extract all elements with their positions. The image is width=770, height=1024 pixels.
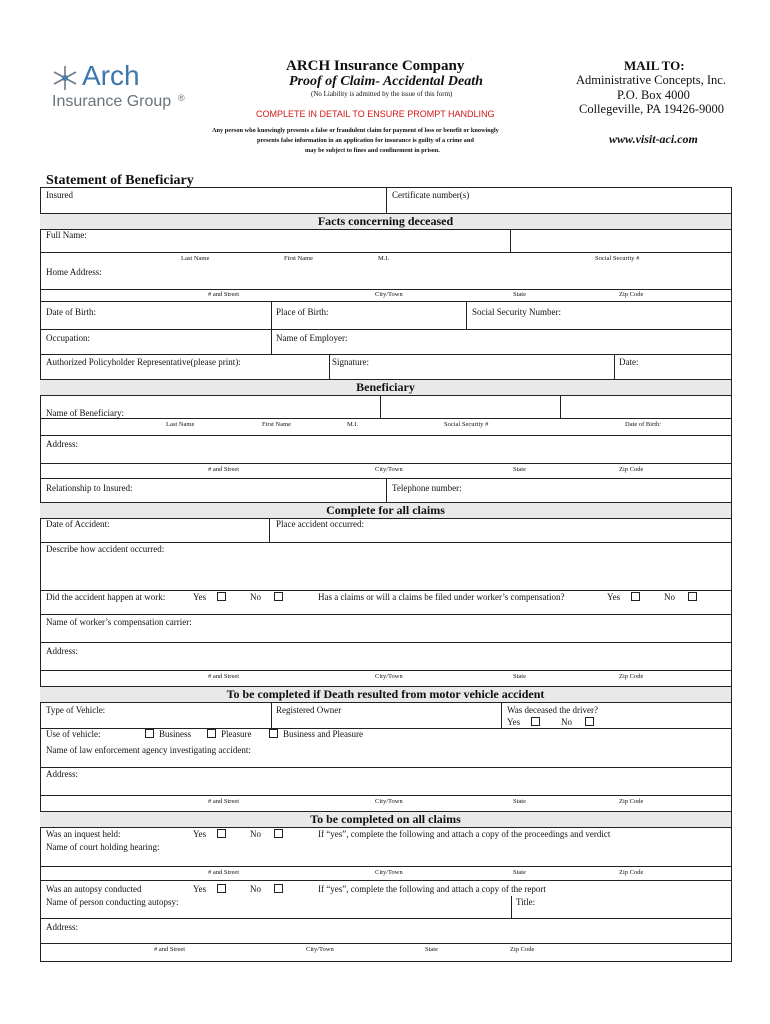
mail-line-3: Collegeville, PA 19426-9000: [579, 102, 725, 116]
at-work-label: Did the accident happen at work:: [46, 592, 166, 602]
vehicle-type-field[interactable]: [41, 716, 270, 727]
occupation-field[interactable]: [41, 343, 270, 353]
court-zip-caption: Zip Code: [619, 869, 644, 876]
court-street-caption: # and Street: [208, 869, 240, 876]
accident-date-label: Date of Accident:: [46, 519, 110, 529]
carrier-city-caption: City/Town: [375, 673, 403, 680]
workers-comp-no-checkbox[interactable]: [688, 592, 697, 601]
use-business-label: Business: [159, 729, 192, 739]
mail-line-2: P.O. Box 4000: [617, 88, 690, 102]
autopsy-person-field[interactable]: [41, 907, 510, 917]
inquest-no-label: No: [250, 829, 261, 839]
dob-label: Date of Birth:: [46, 307, 96, 317]
driver-question: Was deceased the driver?: [507, 705, 598, 715]
pob-field[interactable]: [272, 318, 465, 328]
motor-vehicle-section-header: To be completed if Death resulted from motor vehicle accident: [40, 686, 731, 703]
date-field[interactable]: [615, 368, 729, 378]
beneficiary-zip-caption: Zip Code: [619, 466, 644, 473]
home-address-field[interactable]: [41, 278, 729, 289]
all-claims-section-header: Complete for all claims: [40, 502, 731, 519]
beneficiary-last-caption: Last Name: [166, 421, 195, 428]
agency-city-caption: City/Town: [375, 798, 403, 805]
home-address-label: Home Address:: [46, 267, 102, 277]
beneficiary-address-label: Address:: [46, 439, 78, 449]
autopsy-yes-label: Yes: [193, 884, 207, 894]
logo-registered-mark: ®: [178, 93, 185, 103]
driver-yes-checkbox[interactable]: [531, 717, 540, 726]
state-caption: State: [513, 291, 526, 298]
carrier-street-caption: # and Street: [208, 673, 240, 680]
liability-note: (No Liability is admitted by the issue of this form): [311, 90, 453, 98]
telephone-field[interactable]: [387, 493, 729, 501]
certificate-label: Certificate number(s): [392, 190, 470, 200]
court-city-caption: City/Town: [375, 869, 403, 876]
autopsy-no-label: No: [250, 884, 261, 894]
handling-instruction: COMPLETE IN DETAIL TO ENSURE PROMPT HANDLING: [256, 109, 495, 119]
agency-field[interactable]: [41, 756, 729, 766]
agency-address-field[interactable]: [41, 780, 729, 794]
beneficiary-mi-caption: M.I.: [347, 421, 359, 428]
last-name-caption: Last Name: [181, 255, 210, 262]
insured-field[interactable]: [41, 200, 385, 213]
registered-owner-label: Registered Owner: [276, 705, 342, 715]
inquest-label: Was an inquest held:: [46, 829, 121, 839]
ssn-caption: Social Security #: [595, 255, 640, 262]
final-section-header: To be completed on all claims: [40, 811, 731, 828]
at-work-no-label: No: [250, 592, 261, 602]
court-field[interactable]: [41, 853, 729, 866]
use-pleasure-checkbox[interactable]: [207, 729, 216, 738]
beneficiary-state-caption: State: [513, 466, 526, 473]
carrier-address-field[interactable]: [41, 657, 729, 670]
describe-accident-label: Describe how accident occurred:: [46, 544, 165, 554]
zip-caption: Zip Code: [619, 291, 644, 298]
agency-street-caption: # and Street: [208, 798, 240, 805]
accident-date-field[interactable]: [41, 530, 268, 541]
beneficiary-first-caption: First Name: [262, 421, 292, 428]
website-link[interactable]: www.visit-aci.com: [609, 132, 698, 146]
beneficiary-name-label: Name of Beneficiary:: [46, 408, 124, 418]
ssn-number-field[interactable]: [467, 318, 729, 328]
occupation-label: Occupation:: [46, 333, 90, 343]
beneficiary-ssn-caption: Social Security #: [444, 421, 489, 428]
autopsy-street-caption: # and Street: [154, 946, 186, 953]
beneficiary-ssn-field[interactable]: [381, 396, 559, 418]
section-title: Statement of Beneficiary: [46, 173, 194, 188]
agency-label: Name of law enforcement agency investigating accident:: [46, 745, 251, 755]
autopsy-no-checkbox[interactable]: [274, 884, 283, 893]
relationship-field[interactable]: [41, 493, 385, 501]
accident-place-field[interactable]: [270, 530, 729, 541]
inquest-yes-checkbox[interactable]: [217, 829, 226, 838]
agency-address-label: Address:: [46, 769, 78, 779]
agency-state-caption: State: [513, 798, 526, 805]
employer-field[interactable]: [272, 343, 729, 353]
arch-star-icon: [50, 64, 80, 92]
fraud-warning-1: Any person who knowingly presents a false or fraudulent claim for payment of loss or benefit or knowingly: [212, 127, 499, 134]
logo-subtitle: Insurance Group: [52, 93, 172, 110]
autopsy-city-caption: City/Town: [306, 946, 334, 953]
mail-line-1: Administrative Concepts, Inc.: [576, 73, 726, 87]
inquest-yes-label: Yes: [193, 829, 207, 839]
logo-word: Arch: [82, 60, 140, 91]
autopsy-person-label: Name of person conducting autopsy:: [46, 897, 179, 907]
representative-field[interactable]: [41, 368, 328, 378]
city-caption: City/Town: [375, 291, 403, 298]
driver-no-label: No: [561, 717, 572, 727]
deceased-ssn-field[interactable]: [510, 230, 730, 252]
autopsy-label: Was an autopsy conducted: [46, 884, 142, 894]
first-name-caption: First Name: [284, 255, 314, 262]
workers-comp-question: Has a claims or will a claims be filed under worker’s compensation?: [318, 592, 565, 602]
use-both-label: Business and Pleasure: [283, 729, 363, 739]
company-name: ARCH Insurance Company: [286, 58, 465, 74]
carrier-state-caption: State: [513, 673, 526, 680]
deceased-section-header: Facts concerning deceased: [40, 213, 731, 230]
form-title: Proof of Claim- Accidental Death: [289, 74, 483, 89]
workers-comp-yes-label: Yes: [607, 592, 621, 602]
court-state-caption: State: [513, 869, 526, 876]
beneficiary-address-field[interactable]: [41, 450, 729, 463]
full-name-field[interactable]: [41, 230, 509, 252]
carrier-address-label: Address:: [46, 646, 78, 656]
logo: [50, 62, 200, 117]
mail-to-label: MAIL TO:: [624, 58, 685, 73]
signature-label: Signature:: [332, 357, 369, 367]
vehicle-type-label: Type of Vehicle:: [46, 705, 106, 715]
beneficiary-dob-field[interactable]: [561, 396, 729, 418]
beneficiary-city-caption: City/Town: [375, 466, 403, 473]
driver-no-checkbox[interactable]: [585, 717, 594, 726]
at-work-yes-label: Yes: [193, 592, 207, 602]
inquest-no-checkbox[interactable]: [274, 829, 283, 838]
inquest-note: If “yes”, complete the following and attach a copy of the proceedings and verdict: [318, 829, 611, 839]
signature-field[interactable]: [330, 368, 613, 378]
street-caption: # and Street: [208, 291, 240, 298]
use-business-checkbox[interactable]: [145, 729, 154, 738]
at-work-yes-checkbox[interactable]: [217, 592, 226, 601]
autopsy-title-label: Title:: [516, 897, 536, 907]
driver-yes-label: Yes: [507, 717, 521, 727]
beneficiary-section-header: Beneficiary: [40, 379, 731, 396]
beneficiary-name-field[interactable]: [41, 396, 379, 418]
relationship-label: Relationship to Insured:: [46, 483, 133, 493]
beneficiary-dob-caption: Date of Birth:: [625, 421, 662, 428]
registered-owner-field[interactable]: [272, 716, 500, 727]
workers-comp-yes-checkbox[interactable]: [631, 592, 640, 601]
autopsy-yes-checkbox[interactable]: [217, 884, 226, 893]
fraud-warning-3: may be subject to fines and confinement in prison.: [305, 147, 440, 154]
at-work-no-checkbox[interactable]: [274, 592, 283, 601]
insured-label: Insured: [46, 190, 73, 200]
autopsy-note: If “yes”, complete the following and attach a copy of the report: [318, 884, 546, 894]
use-pleasure-label: Pleasure: [221, 729, 252, 739]
autopsy-address-label: Address:: [46, 922, 78, 932]
describe-accident-field[interactable]: [41, 556, 729, 589]
representative-label: Authorized Policyholder Representative(please print):: [46, 357, 241, 367]
use-both-checkbox[interactable]: [269, 729, 278, 738]
vehicle-use-label: Use of vehicle:: [46, 729, 101, 739]
autopsy-zip-caption: Zip Code: [510, 946, 535, 953]
ssn-number-label: Social Security Number:: [472, 307, 561, 317]
carrier-field[interactable]: [41, 628, 729, 641]
court-label: Name of court holding hearing:: [46, 842, 160, 852]
beneficiary-street-caption: # and Street: [208, 466, 240, 473]
employer-label: Name of Employer:: [276, 333, 348, 343]
autopsy-state-caption: State: [425, 946, 438, 953]
pob-label: Place of Birth:: [276, 307, 329, 317]
accident-place-label: Place accident occurred:: [276, 519, 364, 529]
agency-zip-caption: Zip Code: [619, 798, 644, 805]
autopsy-address-field[interactable]: [41, 932, 729, 942]
mi-caption: M.I.: [378, 255, 390, 262]
certificate-field[interactable]: [387, 200, 729, 213]
dob-field[interactable]: [41, 318, 270, 328]
telephone-label: Telephone number:: [392, 483, 462, 493]
workers-comp-no-label: No: [664, 592, 675, 602]
date-label: Date:: [619, 357, 639, 367]
full-name-label: Full Name:: [46, 230, 87, 240]
carrier-label: Name of worker’s compensation carrier:: [46, 617, 192, 627]
fraud-warning-2: presents false information in an application for insurance is guilty of a crime and: [257, 137, 474, 144]
autopsy-title-field[interactable]: [512, 907, 729, 917]
carrier-zip-caption: Zip Code: [619, 673, 644, 680]
